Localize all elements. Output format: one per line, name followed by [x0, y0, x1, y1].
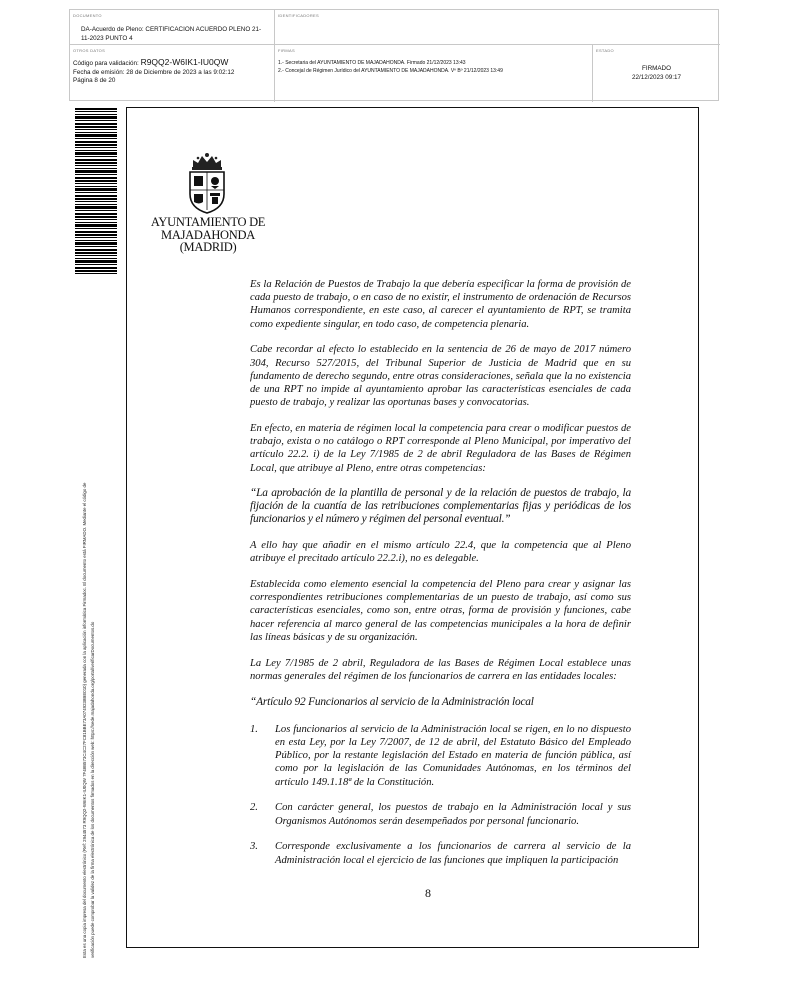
paragraph-6: La Ley 7/1985 de 2 abril, Reguladora de las Bases de Régimen Local establece unas normas generales del régimen de los funcionarios de carrera en las entidades locales:: [250, 657, 631, 682]
otros-datos-label: OTROS DATOS: [73, 48, 106, 53]
documento-cell: [70, 10, 275, 45]
letterhead-line-1: AYUNTAMIENTO DE: [150, 215, 266, 229]
validation-code[interactable]: R9QQ2-W6IK1-IU0QW: [140, 57, 229, 67]
list-item: [250, 801, 631, 827]
list-item-text: Los funcionarios al servicio de la Administración local se rigen, en lo no dispuesto en esta Ley, por la Ley 7/2007, de 12 de abril, del Estatuto Básico del Empleado Público, por la restante legislación del Estado en materia de función pública, así como por la legislación de las Comunidades Autónomas, en los términos del artículo 149.1.18ª de la Constitución.: [275, 723, 631, 788]
firmas-cell: [275, 45, 593, 102]
side-text-line-2: verificación puede comprobar la validez de la firma electrónica de los documentos firmados en la dirección web: https://sede.majadahonda.org/portal/verificarDocumentos.do: [90, 621, 95, 958]
identificadores-cell: [275, 10, 720, 45]
list-item-number: 2.: [250, 802, 258, 814]
list-item-text: Corresponde exclusivamente a los funcionarios de carrera al servicio de la Administración local el ejercicio de las funciones que impliquen la participación: [275, 841, 631, 866]
page-number: 8: [425, 886, 431, 900]
list-item-number: 1.: [250, 723, 258, 735]
estado-label: ESTADO: [596, 48, 614, 53]
signature-header: [69, 9, 719, 101]
validation-code-label: Código para validación:: [73, 60, 139, 67]
documento-value: DA-Acuerdo de Pleno: CERTIFICACION ACUERDO PLENO 21-11-2023 PUNTO 4: [81, 26, 262, 42]
list-item: [250, 723, 631, 789]
emission-date: Fecha de emisión: 28 de Diciembre de 2023 a las 9:02:12: [73, 68, 235, 76]
paragraph-3: En efecto, en materia de régimen local la competencia para crear o modificar puestos de trabajo, exista o no catálogo o RPT corresponde al Pleno Municipal, por imperativo del artículo 22.2. i) de la Ley 7/1985 de 2 de abril Reguladora de las Bases de Régimen Local, que atribuye al Pleno, entre otras competencias:: [250, 423, 631, 474]
documento-label: DOCUMENTO: [73, 13, 102, 18]
validation-code-row: [73, 58, 273, 69]
identificadores-label: IDENTIFICADORES: [278, 13, 319, 18]
firmas-label: FIRMAS: [278, 48, 295, 53]
document-body: [250, 278, 631, 879]
list-item-number: 3.: [250, 841, 258, 853]
estado-date: 22/12/2023 09:17: [631, 73, 682, 81]
paragraph-5: Establecida como elemento esencial la competencia del Pleno para crear y asignar las correspondientes retribuciones complementarias de un puesto de trabajo, así como sus características esenciales, como son, entre otras, forma de provisión y funciones, cabe hacer referencia al marco general de las competencias municipales a la hora de definir las líneas básicas y de su organización.: [250, 579, 631, 643]
verification-side-text: [81, 308, 97, 958]
legal-quote: “La aprobación de la plantilla de personal y de la relación de puestos de trabajo, la fijación de la cuantía de las retribuciones complementarias fijas y periódicas de los funcionarios y el número y régimen del personal eventual.”: [250, 487, 631, 526]
coat-of-arms-icon: [185, 152, 229, 214]
article-title: “Artículo 92 Funcionarios al servicio de la Administración local: [250, 695, 534, 708]
page-count: Página 8 de 20: [73, 77, 116, 85]
letterhead: [148, 216, 268, 254]
estado-value: FIRMADO: [641, 65, 672, 72]
list-item-text: Con carácter general, los puestos de trabajo en la Administración local y sus Organismos Autónomos serán desempeñados por personal funcionario.: [275, 802, 631, 827]
otros-datos-cell: [70, 45, 275, 102]
firma-1: 1.- Secretaria del AYUNTAMIENTO DE MAJADAHONDA. Firmado 21/12/2023 13:43: [278, 60, 466, 66]
side-text-line-1: Esta es una copia impresa del documento electrónico (Ref: 2944573 R9QQ2-W6IK1-IU0QW 7F48B573C4C27FC81BBE73A0749238BE010) generada con la aplicación informática Firmadoc. El documento está FIRMADO. Mediante el código de: [82, 482, 87, 958]
paragraph-1: Es la Relación de Puestos de Trabajo la que debería especificar la forma de provisión de cada puesto de trabajo, o en caso de no existir, el instrumento de ordenación de Recursos Humanos correspondiente, en este caso, al carecer el ayuntamiento de RPT, se tramita como expediente singular, en todo caso, de competencia plenaria.: [250, 279, 631, 330]
paragraph-4: A ello hay que añadir en el mismo artículo 22.4, que la competencia que al Pleno atribuye el precitado artículo 22.2.i), no es delegable.: [250, 540, 631, 565]
barcode-icon: [75, 108, 117, 275]
estado-cell: [593, 45, 720, 102]
firma-2: 2.- Concejal de Régimen Jurídico del AYUNTAMIENTO DE MAJADAHONDA. Vº Bº 21/12/2023 13:49: [278, 68, 503, 74]
paragraph-2: Cabe recordar al efecto lo establecido en la sentencia de 26 de mayo de 2017 número 304, Recurso 527/2015, del Tribunal Superior de Justicia de Madrid que en su fundamento de derecho segundo, entre otras consideraciones, señala que la no existencia de una RPT no impide al ayuntamiento aprobar las características esenciales de cada puesto de trabajo, y realizar las oportunas bases y convocatorias.: [250, 344, 631, 409]
letterhead-line-2: MAJADAHONDA: [161, 227, 255, 242]
letterhead-line-3: (MADRID): [179, 240, 237, 254]
list-item: [250, 840, 631, 866]
